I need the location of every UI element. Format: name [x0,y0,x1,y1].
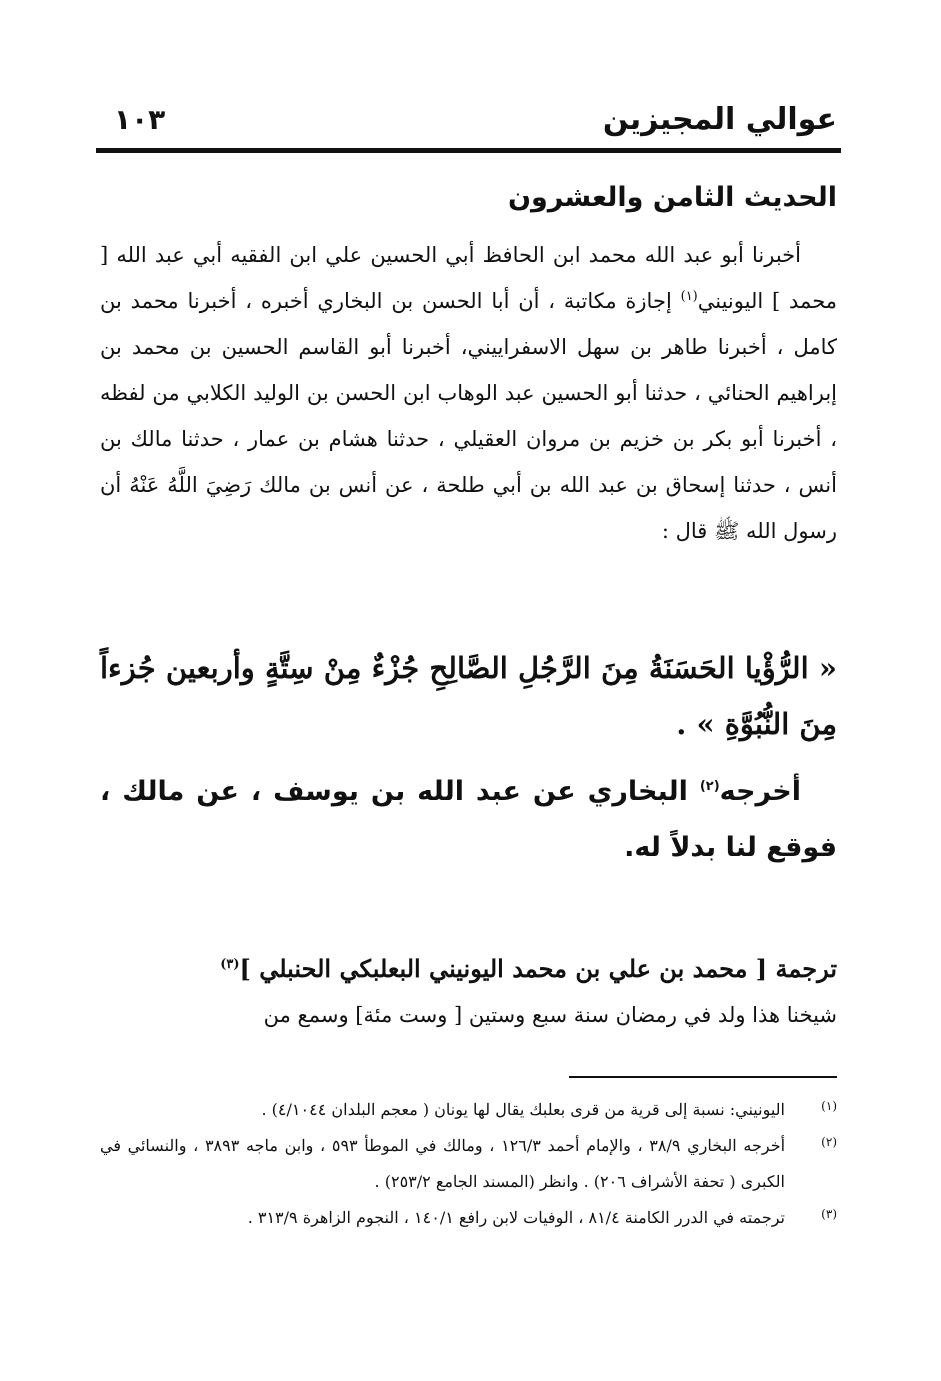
biography-text: شيخنا هذا ولد في رمضان سنة سبع وستين [ وست مئة] وسمع من [263,1003,837,1027]
takhrij-text-part-2: البخاري عن عبد الله بن يوسف ، عن مالك ، فوقع لنا بدلاً له. [100,776,837,863]
footnote-text: ترجمته في الدرر الكامنة ٨١/٤ ، الوفيات لابن رافع ١٤٠/١ ، النجوم الزاهرة ٣١٣/٩ . [247,1208,785,1227]
footnote-1 [100,1092,837,1128]
footnote-3 [100,1200,837,1236]
footnote-text: أخرجه البخاري ٣٨/٩ ، والإمام أحمد ١٢٦/٣ ، ومالك في الموطأ ٥٩٣ ، وابن ماجه ٣٨٩٣ ، والنسائي في الكبرى ( تحفة الأشراف ٢٠٦) . وانظر (المسند الجامع ٢٥٣/٢) . [100,1136,786,1191]
biography-heading-text: ترجمة [ محمد بن علي بن محمد اليونيني البعلبكي الحنبلي ] [239,954,837,983]
section-title: الحديث الثامن والعشرون [507,182,837,213]
footnote-rule [569,1076,837,1078]
biography-heading [220,946,837,992]
isnad-text-part-2: إجازة مكاتبة ، أن أبا الحسن بن البخاري أخبره ، أخبرنا محمد بن كامل ، أخبرنا طاهر بن سهل الاسفراييني، أخبرنا أبو القاسم الحسين بن محمد بن إبراهيم الحنائي ، حدثنا أبو الحسين عبد الوهاب ابن الحسن بن الوليد الكلابي من لفظه ، أخبرنا أبو بكر بن خزيم بن مروان العقيلي ، حدثنا هشام بن عمار ، حدثنا مالك بن أنس ، حدثنا إسحاق بن عبد الله بن أبي طلحة ، عن أنس بن مالك رَضِيَ اللَّهُ عَنْهُ أن رسول الله ﷺ قال : [100,289,837,543]
footnote-ref-1: (١) [680,289,698,304]
isnad-text [100,232,837,554]
takhrij-paragraph [100,764,837,876]
footnote-number: (٢) [821,1135,837,1149]
footnotes-list [100,1092,837,1236]
footnote-number: (١) [821,1099,837,1113]
footnote-ref-3: (٣) [220,957,240,972]
footnote-number: (٣) [821,1207,837,1221]
footnote-2 [100,1128,837,1200]
page-number: ١٠٣ [114,103,166,136]
footnote-text: اليونيني: نسبة إلى قرية من قرى بعلبك يقال لها يونان ( معجم البلدان ٤/١٠٤٤) . [261,1100,785,1119]
header-rule [96,148,841,153]
page-header [96,96,841,148]
hadith-text: « الرُّؤْيا الحَسَنَةُ مِنَ الرَّجُلِ الصَّالِحِ جُزْءٌ مِنْ سِتَّةٍ وأربعين جُزءاً مِنَ النُّبُوَّةِ » . [100,651,837,741]
takhrij-text-part-1: أخرجه [719,776,801,807]
footnote-ref-2: (٢) [699,779,720,794]
isnad-text-part-1: أخبرنا أبو عبد الله محمد ابن الحافظ أبي الحسين علي ابن الفقيه أبي عبد الله [ محمد ] اليونيني [100,243,837,313]
running-title: عوالي المجيزين [602,102,837,137]
isnad-paragraph [100,232,837,554]
